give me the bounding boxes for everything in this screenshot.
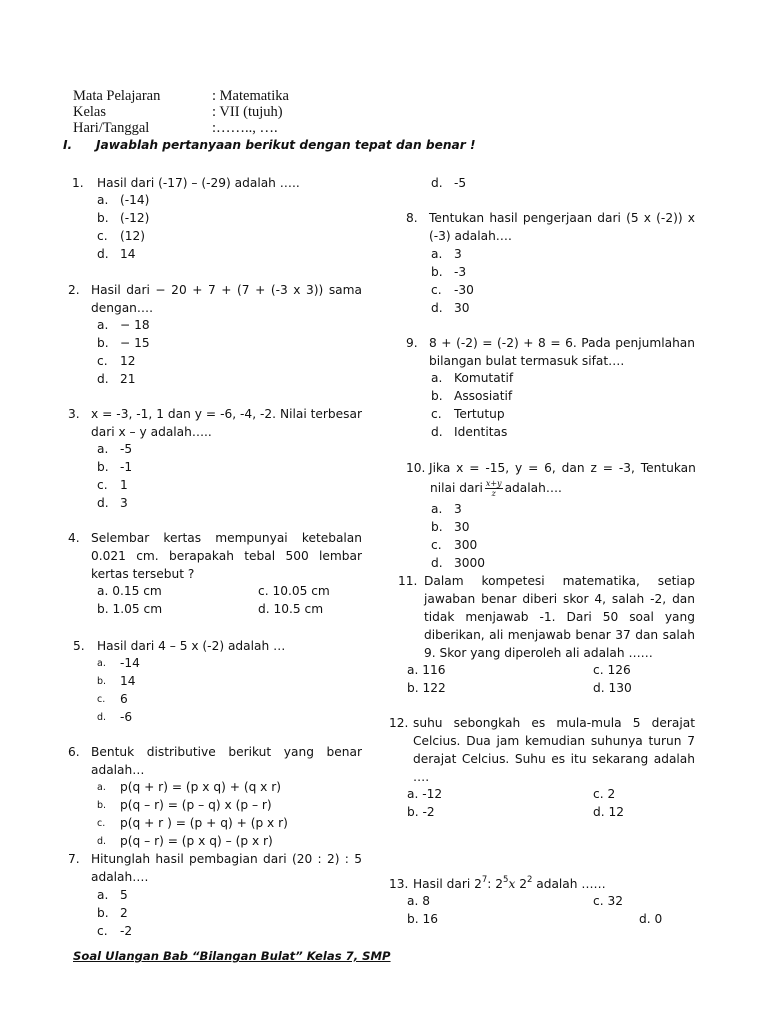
question-number: 3. [68,407,80,421]
option-a[interactable]: a. 8 [407,894,430,908]
header-value: : Matematika [212,88,289,104]
question-number: 1. [72,176,84,190]
question-text: Hasil dari $2^7$: $2^5x$ $2^2$ adalah …… [413,875,606,891]
options-q4 [97,582,362,618]
question-2 [68,281,362,317]
question-number: 5. [73,639,85,653]
question-12 [389,714,695,786]
question-11 [398,572,695,662]
header-value: : VII (tujuh) [212,104,283,120]
option-d[interactable]: d. 10.5 cm [258,602,324,616]
question-number: 4. [68,531,80,545]
question-text: suhu sebongkah es mula-mula 5 derajat Celcius. Dua jam kemudian suhunya turun 7 derajat Celcius. Suhu es itu sekarang adalah …. [413,716,695,784]
option-c[interactable]: c. 32 [593,894,623,908]
section-instruction [63,138,476,152]
section-roman: I. [63,138,73,152]
fraction: $\frac{x+y}{z}$ [485,479,502,498]
question-9 [406,334,695,370]
question-10 [406,459,695,499]
question-number: 7. [68,852,80,866]
question-number: 11. [398,574,418,588]
question-number: 9. [406,336,418,350]
header-value: :…….., …. [212,120,278,136]
question-5 [73,637,362,655]
header-label: Hari/Tanggal [73,120,150,136]
question-number: 6. [68,745,80,759]
option-a[interactable]: a. -12 [407,787,443,801]
option-d[interactable]: d. 130 [593,681,632,695]
header-row-date [73,120,278,136]
question-number: 12. [389,716,409,730]
question-text: Hasil dari (-17) – (-29) adalah ….. [97,176,300,190]
option-c[interactable]: c. 126 [593,663,631,677]
header-label: Mata Pelajaran [73,88,161,104]
option-b[interactable]: b. 122 [407,681,446,695]
footer-title: Soal Ulangan Bab “Bilangan Bulat” Kelas 7, SMP [73,949,391,963]
question-13 [389,875,695,893]
option-d[interactable]: d. 0 [639,912,663,926]
question-3 [68,405,362,441]
question-8 [406,209,695,245]
question-text: Hitunglah hasil pembagian dari (20 : 2) : 5 adalah…. [91,852,362,884]
question-text: Selembar kertas mempunyai ketebalan 0.021 cm. berapakah tebal 500 lembar kertas tersebut ? [91,531,362,581]
header-label: Kelas [73,104,107,120]
question-text: Bentuk distributive berikut yang benar adalah… [91,745,362,777]
header-row-class [73,104,283,120]
option-a[interactable]: a. 0.15 cm [97,584,162,598]
question-text-line-2: nilai dari $\frac{x+y}{z}$ adalah…. [430,479,562,498]
question-number: 2. [68,283,80,297]
question-text: 8 + (-2) = (-2) + 8 = 6. Pada penjumlahan bilangan bulat termasuk sifat…. [429,336,695,368]
instruction-text: Jawablah pertanyaan berikut dengan tepat dan benar ! [96,138,476,152]
question-text: Hasil dari − 20 + 7 + (7 + (-3 x 3)) sama dengan…. [91,283,362,315]
options-q11 [407,661,697,697]
header-row-subject [73,88,289,104]
question-number: 10. [406,461,426,475]
question-1 [72,174,362,192]
question-7 [68,850,362,886]
options-q13 [407,892,697,928]
question-number: 8. [406,211,418,225]
option-b[interactable]: b. 16 [407,912,438,926]
option-c[interactable]: c. 10.05 cm [258,584,330,598]
options-q12 [407,785,697,821]
question-number: 13. [389,877,409,891]
option-b[interactable]: b. 1.05 cm [97,602,163,616]
question-text: Hasil dari 4 – 5 x (-2) adalah … [97,639,286,653]
option-d[interactable]: d. 12 [593,805,624,819]
question-text: Dalam kompetesi matematika, setiap jawaban benar diberi skor 4, salah -2, dan tidak menjawab -1. Dari 50 soal yang diberikan, ali menjawab benar 37 dan salah 9. Skor yang diperoleh ali adalah …… [424,574,695,660]
question-6 [68,743,362,779]
option-b[interactable]: b. -2 [407,805,435,819]
question-text: Tentukan hasil pengerjaan dari (5 x (-2)) x (-3) adalah…. [429,211,695,243]
question-text: x = -3, -1, 1 dan y = -6, -4, -2. Nilai terbesar dari x – y adalah….. [91,407,362,439]
option-a[interactable]: a. 116 [407,663,446,677]
option-c[interactable]: c. 2 [593,787,616,801]
question-4 [68,529,362,583]
question-text: Jika x = -15, y = 6, dan z = -3, Tentukan [429,461,696,475]
